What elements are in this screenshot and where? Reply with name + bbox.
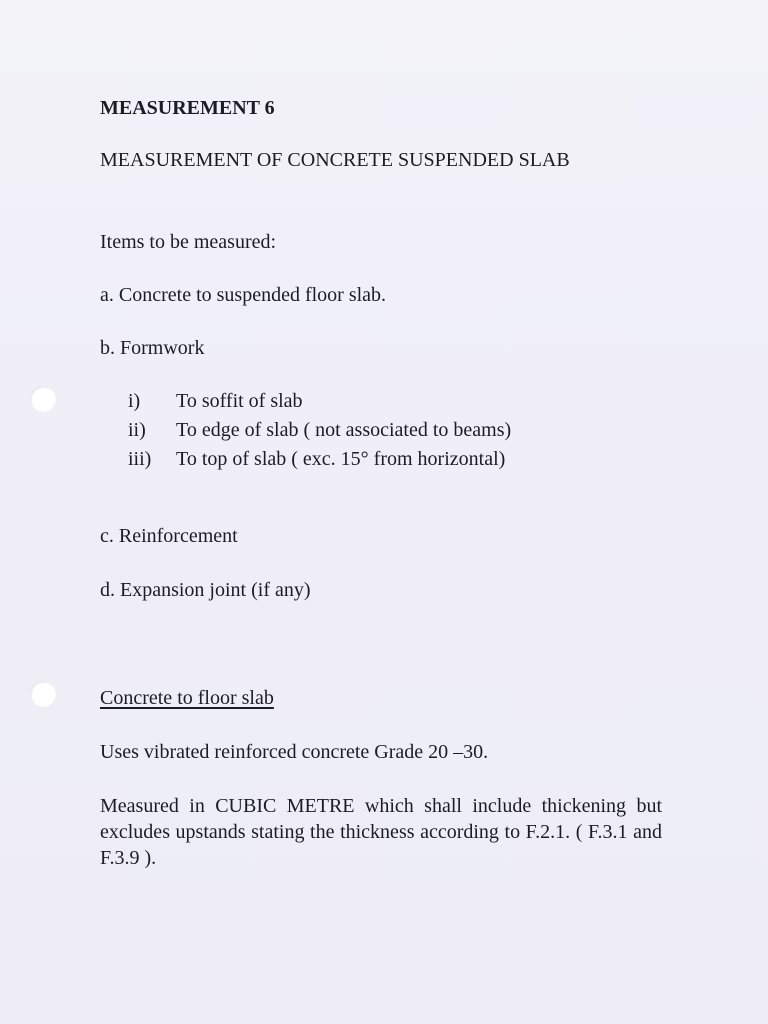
punch-hole <box>30 386 56 412</box>
list-item-c: c. Reinforcement <box>100 525 238 547</box>
document-heading: MEASUREMENT 6 <box>100 97 275 119</box>
list-item-b: b. Formwork <box>100 337 205 359</box>
subitem-numeral: ii) <box>128 419 146 441</box>
subitem-numeral: i) <box>128 390 141 412</box>
list-item-d: d. Expansion joint (if any) <box>100 579 311 601</box>
subitem-numeral: iii) <box>128 448 152 470</box>
subitem-text: To edge of slab ( not associated to beams) <box>176 419 512 441</box>
section-paragraph: Measured in CUBIC METRE which shall include thickening but excludes upstands stating the thickness according to F.2.1. ( F.3.1 and F.3.9 ). <box>100 795 662 869</box>
subitem-text: To soffit of slab <box>176 390 303 412</box>
items-intro: Items to be measured: <box>100 231 277 253</box>
punch-hole <box>30 681 56 707</box>
document-subtitle: MEASUREMENT OF CONCRETE SUSPENDED SLAB <box>100 149 570 171</box>
list-item-a: a. Concrete to suspended floor slab. <box>100 284 387 306</box>
subitem-text: To top of slab ( exc. 15° from horizontal) <box>176 448 506 470</box>
section-paragraph: Uses vibrated reinforced concrete Grade 20 –30. <box>100 741 489 763</box>
section-heading: Concrete to floor slab <box>100 687 274 709</box>
